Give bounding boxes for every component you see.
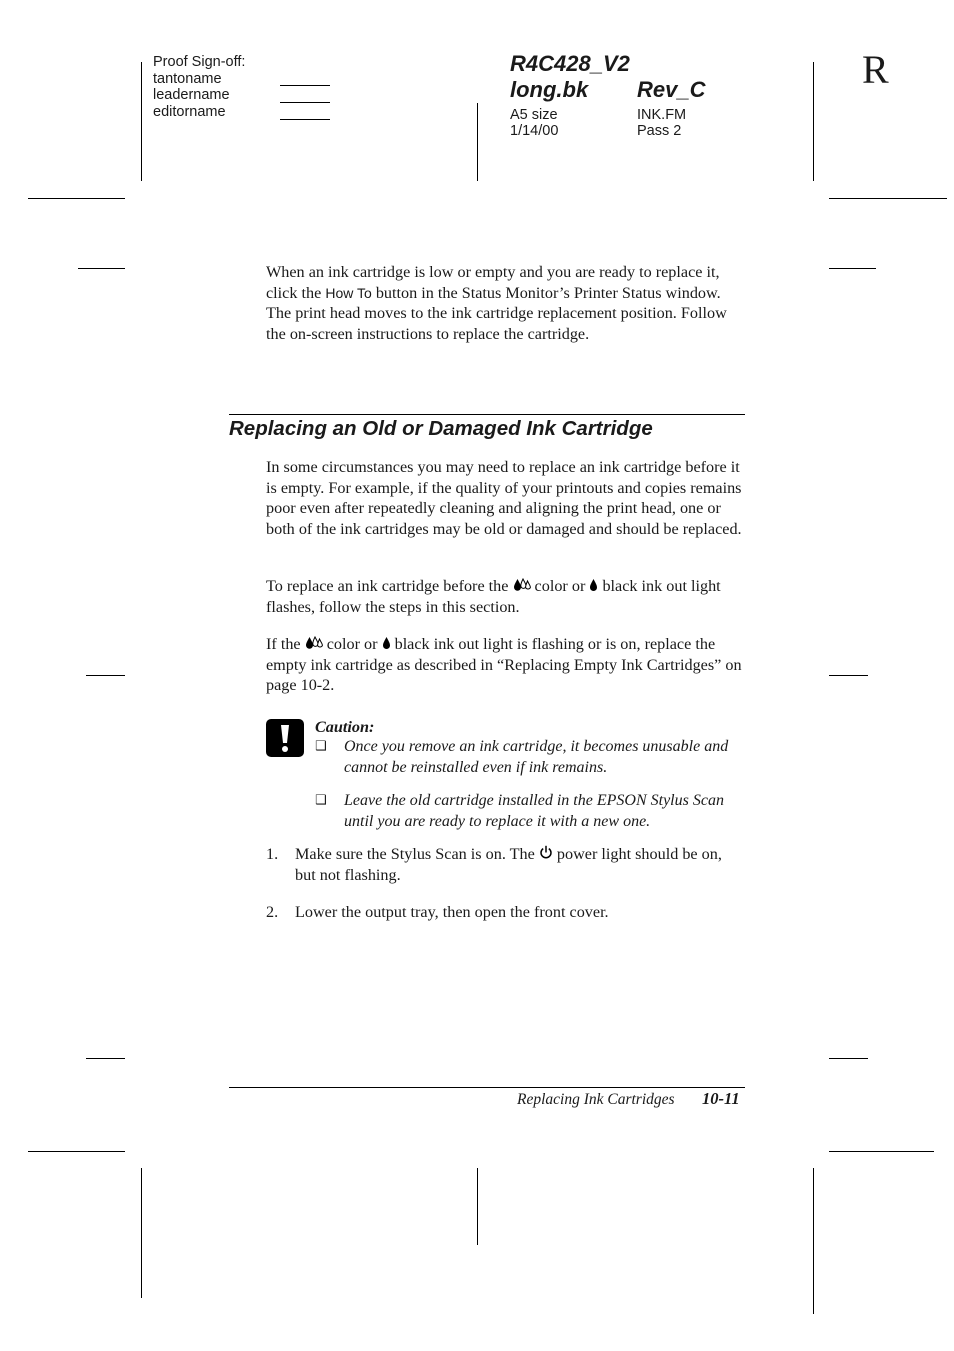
crop-mark <box>86 675 125 676</box>
intro-paragraph: When an ink cartridge is low or empty and you are ready to replace it, click the How To button in the Status Monitor’s Printer Status window. The print head moves to the ink cartridge replacement position. Follow the on-screen instructions to replace the cartridge. <box>266 263 727 343</box>
doc-date: 1/14/00 <box>510 123 559 139</box>
proof-signoff <box>153 54 245 120</box>
crop-mark <box>78 268 125 269</box>
proof-editorname: editorname <box>153 103 226 120</box>
proof-leadername: leadername <box>153 87 230 103</box>
caution-bullet: ❑ <box>315 739 327 754</box>
book-name: long.bk <box>510 77 589 102</box>
revision: Rev_C <box>637 77 706 102</box>
crop-mark <box>829 1151 934 1152</box>
paragraph-old-damaged: In some circumstances you may need to replace an ink cartridge before it is empty. For example, if the quality of your printouts and copies remains poor even after repeatedly cleaning and aligning the print head, one or both of the ink cartridges may be old or damaged and should be replaced. <box>266 458 742 538</box>
caution-bullet: ❑ <box>315 793 327 808</box>
caution-item: Once you remove an ink cartridge, it becomes unusable and cannot be reinstalled even if ink remains. <box>344 738 729 776</box>
signoff-blank-line <box>280 85 330 86</box>
step-number: 2. <box>266 903 279 921</box>
crop-mark <box>829 1058 868 1059</box>
footer-chapter-title: Replacing Ink Cartridges <box>517 1091 675 1108</box>
proof-tantoname: tantoname <box>153 70 222 87</box>
file-name: INK.FM <box>637 107 687 123</box>
crop-mark <box>829 268 876 269</box>
crop-mark <box>813 1168 814 1314</box>
crop-mark <box>829 675 868 676</box>
color-ink-icon <box>513 578 531 592</box>
paper-size: A5 size <box>510 107 558 123</box>
page-number: 10-11 <box>702 1089 740 1108</box>
section-heading: Replacing an Old or Damaged Ink Cartridge <box>229 417 653 440</box>
doc-id: R4C428_V2 <box>510 51 630 76</box>
corner-letter: R <box>862 47 889 92</box>
crop-mark <box>829 198 947 199</box>
caution-icon <box>266 719 304 757</box>
paragraph-light-on: If the color or black ink out light is flashing or is on, replace the empty ink cartridge as described in “Replacing Empty Ink Cartridges” on page 10-2. <box>266 635 742 695</box>
crop-mark <box>86 1058 125 1059</box>
power-icon <box>539 845 553 860</box>
signoff-blank-line <box>280 102 330 103</box>
caution-title: Caution: <box>315 718 375 736</box>
crop-mark <box>813 62 814 181</box>
proof-signoff-title: Proof Sign-off: <box>153 54 246 70</box>
crop-mark <box>28 198 125 199</box>
step-number: 1. <box>266 845 279 863</box>
footer-rule <box>229 1087 745 1088</box>
black-ink-icon <box>382 636 391 650</box>
crop-mark <box>141 62 142 181</box>
step-text: Make sure the Stylus Scan is on. The power light should be on, but not flashing. <box>295 845 722 884</box>
crop-mark <box>477 103 478 181</box>
how-to-button-name: How To <box>325 284 372 301</box>
crop-mark <box>141 1168 142 1298</box>
crop-mark <box>28 1151 125 1152</box>
caution-item: Leave the old cartridge installed in the EPSON Stylus Scan until you are ready to replace it with a new one. <box>344 792 724 830</box>
paragraph-before-light: To replace an ink cartridge before the color or black ink out light flashes, follow the steps in this section. <box>266 577 721 616</box>
step-text: Lower the output tray, then open the front cover. <box>295 903 609 921</box>
color-ink-icon <box>305 636 323 650</box>
pass-number: Pass 2 <box>637 123 682 139</box>
crop-mark <box>477 1168 478 1245</box>
signoff-blank-line <box>280 119 330 120</box>
